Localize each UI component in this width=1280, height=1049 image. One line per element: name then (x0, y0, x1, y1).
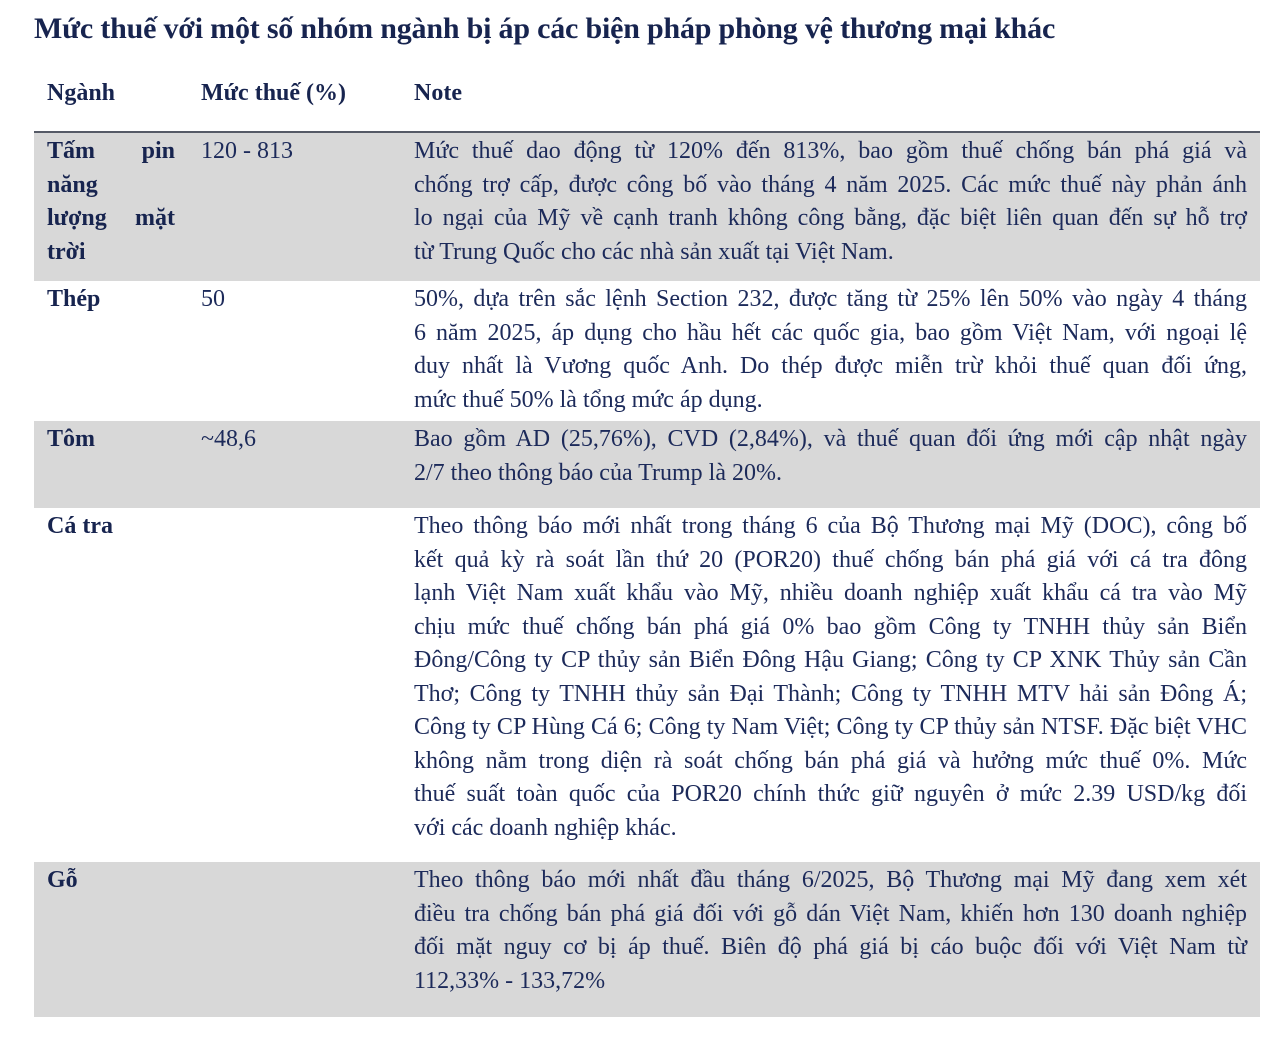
note-line: kết quả kỳ rà soát lần thứ 20 (POR20) thuế chống bán phá giá với cá tra đông (414, 546, 1247, 573)
note-line: với các doanh nghiệp khác. (414, 814, 677, 841)
note-line: duy nhất là Vương quốc Anh. Do thép được miễn trừ khỏi thuế quan đối ứng, (414, 353, 1247, 379)
sector-cell (47, 135, 175, 269)
sector-cell: Thép (47, 286, 101, 312)
note-line: 112,33% - 133,72% (414, 967, 606, 994)
table-row-shrimp (34, 421, 1260, 508)
note-line: Đông/Công ty CP thủy sản Biển Đông Hậu Giang; Công ty CP XNK Thủy sản Cần (414, 647, 1247, 673)
note-cell (414, 135, 1247, 269)
rate-cell: 50 (201, 286, 225, 312)
sector-cell: Tôm (47, 426, 95, 452)
note-line: chịu mức thuế chống bán phá giá 0% bao gồm Công ty TNHH thủy sản Biển (414, 613, 1247, 640)
note-line: Thơ; Công ty TNHH thủy sản Đại Thành; Công ty TNHH MTV hải sản Đông Á; (414, 680, 1247, 707)
rate-cell: 120 - 813 (201, 138, 293, 164)
tariff-table (34, 72, 1260, 1017)
sector-line: Tấm pin (47, 138, 175, 164)
header-note: Note (414, 80, 462, 106)
note-line: Theo thông báo mới nhất trong tháng 6 của Bộ Thương mại Mỹ (DOC), công bố (414, 513, 1247, 539)
note-line: mức thuế 50% là tổng mức áp dụng. (414, 386, 763, 413)
note-line: Công ty CP Hùng Cá 6; Công ty Nam Việt; Công ty CP thủy sản NTSF. Đặc biệt VHC (414, 714, 1247, 740)
sector-line: năng (47, 171, 98, 198)
note-cell (414, 864, 1247, 998)
note-line: không nằm trong diện rà soát chống bán phá giá và hưởng mức thuế 0%. Mức (414, 747, 1247, 774)
note-line: điều tra chống bán phá giá đối với gỗ dán Việt Nam, khiến hơn 130 doanh nghiệp (414, 900, 1247, 927)
note-line: chống trợ cấp, được công bố vào tháng 4 năm 2025. Các mức thuế này phản ánh (414, 171, 1247, 198)
note-cell (414, 423, 1247, 490)
note-line: Theo thông báo mới nhất đầu tháng 6/2025, Bộ Thương mại Mỹ đang xem xét (414, 867, 1247, 893)
note-cell (414, 510, 1247, 845)
note-line: 6 năm 2025, áp dụng cho hầu hết các quốc gia, bao gồm Việt Nam, với ngoại lệ (414, 319, 1247, 346)
note-line: thuế suất toàn quốc của POR20 chính thức giữ nguyên ở mức 2.39 USD/kg đối (414, 781, 1247, 807)
note-cell (414, 283, 1247, 417)
note-line: 50%, dựa trên sắc lệnh Section 232, được tăng từ 25% lên 50% vào ngày 4 tháng (414, 286, 1247, 312)
table-header (34, 72, 1260, 133)
note-line: Mức thuế dao động từ 120% đến 813%, bao gồm thuế chống bán phá giá và (414, 138, 1247, 164)
sector-cell: Cá tra (47, 513, 113, 539)
note-line: đối mặt nguy cơ bị áp thuế. Biên độ phá giá bị cáo buộc đối với Việt Nam từ (414, 934, 1247, 960)
note-line: Bao gồm AD (25,76%), CVD (2,84%), và thuế quan đối ứng mới cập nhật ngày (414, 426, 1247, 452)
note-line: từ Trung Quốc cho các nhà sản xuất tại Việt Nam. (414, 238, 894, 265)
sector-cell: Gỗ (47, 867, 78, 893)
header-sector: Ngành (47, 80, 116, 106)
table-row-solar-panels (34, 133, 1260, 281)
sector-line: trời (47, 238, 86, 265)
table-row-pangasius (34, 508, 1260, 862)
rate-cell: ~48,6 (201, 426, 256, 452)
header-rate: Mức thuế (%) (201, 80, 347, 106)
note-line: lo ngại của Mỹ về cạnh tranh không công bằng, đặc biệt liên quan đến sự hỗ trợ (414, 205, 1247, 231)
note-line: lạnh Việt Nam xuất khẩu vào Mỹ, nhiều doanh nghiệp xuất khẩu cá tra vào Mỹ (414, 580, 1247, 606)
page-title: Mức thuế với một số nhóm ngành bị áp các biện pháp phòng vệ thương mại khác (34, 12, 1056, 45)
note-line: 2/7 theo thông báo của Trump là 20%. (414, 459, 782, 486)
table-row-wood (34, 862, 1260, 1017)
table-row-steel (34, 281, 1260, 421)
sector-line: lượng mặt (47, 205, 175, 231)
